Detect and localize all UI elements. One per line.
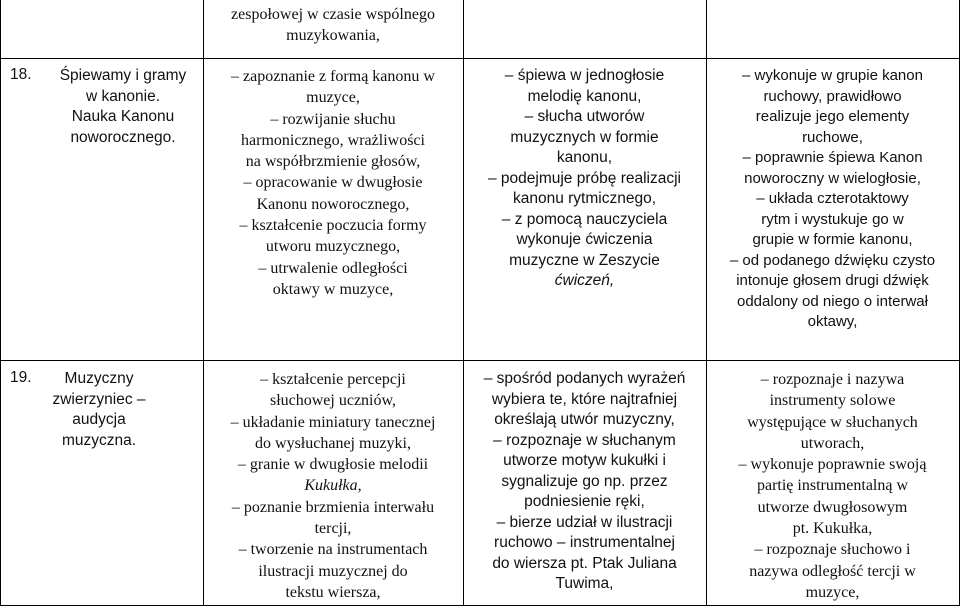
- extended-line: intonuje głosem drugi dźwięk: [736, 272, 929, 289]
- extended-line: muzyce,: [805, 583, 860, 601]
- extended-line: ruchowe,: [802, 128, 863, 146]
- goal-line: – rozwijanie słuchu: [270, 110, 396, 128]
- row-divider: [0, 360, 960, 361]
- basic-line: – bierze udział w ilustracji: [496, 513, 673, 531]
- extended-line: oktawy,: [807, 313, 858, 330]
- goal-line: do wysłuchanej muzyki,: [255, 434, 411, 452]
- extended-line: – rozpoznaje słuchowo i: [754, 541, 911, 559]
- basic-requirements: [463, 369, 706, 595]
- topic-line: audycja: [72, 411, 126, 428]
- extended-line: ruchowy, prawidłowo: [763, 87, 902, 105]
- basic-line: wykonuje ćwiczenia: [516, 231, 653, 248]
- goal-line: Kanonu noworocznego,: [256, 195, 410, 213]
- basic-line: ćwiczeń,: [554, 272, 615, 289]
- goal-line: harmonicznego, wrażliwości: [241, 131, 425, 149]
- goal-line: muzyce,: [306, 89, 360, 107]
- basic-line: do wiersza pt. Ptak Juliana: [492, 554, 677, 572]
- basic-line: – spośród podanych wyrażeń: [483, 370, 686, 387]
- extended-line: pt. Kukułka,: [792, 520, 873, 538]
- basic-line: utworze motyw kukułki i: [503, 452, 666, 469]
- extended-line: utworach,: [800, 434, 865, 452]
- goal-line: na współbrzmienie głosów,: [245, 153, 421, 171]
- basic-line: kanonu,: [556, 149, 613, 166]
- goal-line: – układanie miniatury tanecznej: [230, 413, 436, 431]
- goal-line: – granie w dwugłosie melodii: [237, 456, 429, 474]
- goal-line: oktawy w muzyce,: [272, 280, 394, 298]
- extended-line: grupie w formie kanonu,: [752, 231, 913, 248]
- topic-line: noworocznego.: [70, 128, 176, 146]
- basic-requirements: [463, 66, 706, 292]
- top-fragment-cell: [203, 4, 463, 47]
- basic-line: – śpiewa w jednogłosie: [504, 67, 665, 84]
- goal-line: – opracowanie w dwugłosie: [243, 174, 423, 192]
- basic-line: – rozpoznaje w słuchanym: [493, 431, 676, 449]
- extended-line: – układa czterotaktowy: [756, 190, 909, 207]
- basic-line: muzyczne w Zeszycie: [509, 251, 660, 269]
- basic-line: ruchowo – instrumentalnej: [494, 534, 675, 551]
- goal-line: – kształcenie poczucia formy: [239, 217, 427, 235]
- extended-line: – poprawnie śpiewa Kanon: [742, 149, 923, 166]
- extended-line: oddalony od niego o interwał: [737, 292, 928, 310]
- basic-line: kanonu rytmicznego,: [512, 190, 657, 207]
- goal-line: – poznanie brzmienia interwału: [231, 498, 435, 516]
- table-border-left: [0, 0, 1, 606]
- goal-line: – utrwalenie odległości: [258, 259, 408, 277]
- extended-line: występujące w słuchanych: [747, 413, 918, 431]
- basic-line: wybiera te, które najtrafniej: [491, 390, 678, 408]
- goal-line: tekstu wiersza,: [285, 583, 381, 601]
- goal-line: tercji,: [314, 520, 352, 538]
- basic-line: podniesienie ręki,: [524, 493, 645, 510]
- extended-line: nazywa odległość tercji w: [749, 562, 916, 580]
- basic-line: – z pomocą nauczyciela: [501, 210, 668, 228]
- goal-line: słuchowej uczniów,: [269, 392, 397, 410]
- extended-requirements: [706, 66, 959, 333]
- extended-line: – rozpoznaje i nazywa: [760, 371, 905, 388]
- topic-line: Śpiewamy i gramy: [59, 67, 187, 84]
- extended-line: utworze dwugłosowym: [757, 498, 908, 516]
- lesson-goals: [203, 66, 463, 300]
- extended-line: noworoczny w wielogłosie,: [744, 169, 921, 187]
- lesson-topic: [44, 369, 154, 451]
- basic-line: – podejmuje próbę realizacji: [487, 169, 681, 187]
- goal-line: – zapoznanie z formą kanonu w: [231, 68, 435, 85]
- row-number: 18.: [10, 66, 32, 83]
- basic-line: Tuwima,: [555, 575, 614, 592]
- extended-line: – wykonuje w grupie kanon: [742, 67, 923, 84]
- lesson-goals: [203, 369, 463, 603]
- extended-line: rytm i wystukuje go w: [761, 210, 904, 228]
- extended-line: – wykonuje poprawnie swoją: [738, 456, 927, 474]
- basic-line: określają utwór muzyczny,: [494, 411, 675, 428]
- basic-line: sygnalizuje go np. przez: [501, 472, 668, 490]
- goal-line: utworu muzycznego,: [265, 238, 401, 256]
- basic-line: – słucha utworów: [524, 108, 645, 125]
- goal-line: – tworzenie na instrumentach: [238, 541, 428, 559]
- text-line: muzykowania,: [286, 27, 380, 45]
- row-divider: [0, 58, 960, 59]
- topic-line: Nauka Kanonu: [71, 108, 175, 125]
- extended-line: partię instrumentalną w: [756, 477, 909, 495]
- goal-line: – kształcenie percepcji: [260, 371, 406, 388]
- extended-line: instrumenty solowe: [769, 392, 896, 410]
- extended-line: – od podanego dźwięku czysto: [729, 251, 936, 269]
- text-line: zespołowej w czasie wspólnego: [231, 6, 435, 23]
- topic-line: muzyczna.: [61, 431, 137, 449]
- basic-line: melodię kanonu,: [527, 87, 642, 105]
- lesson-topic: [48, 66, 198, 148]
- topic-line: Muzyczny: [64, 370, 134, 387]
- topic-line: w kanonie.: [85, 87, 161, 105]
- extended-line: realizuje jego elementy: [755, 108, 910, 125]
- extended-requirements: [706, 369, 959, 603]
- goal-line: ilustracji muzycznej do: [258, 562, 408, 580]
- basic-line: muzycznych w formie: [510, 128, 659, 146]
- goal-line: Kukułka,: [304, 477, 362, 495]
- topic-line: zwierzyniec –: [52, 390, 146, 408]
- row-number: 19.: [10, 369, 32, 386]
